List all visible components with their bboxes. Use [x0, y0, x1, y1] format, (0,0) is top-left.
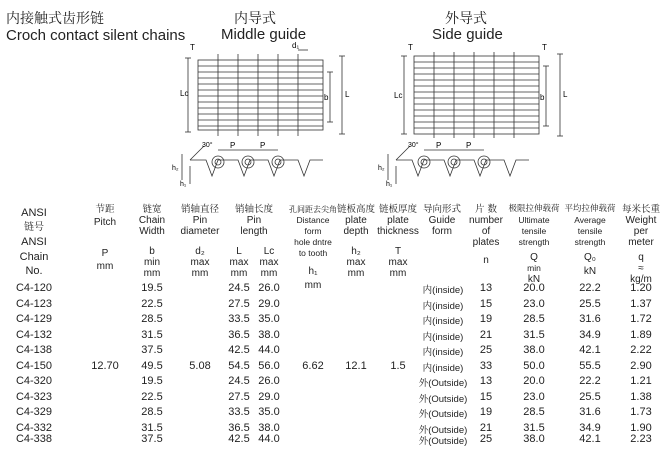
weight-value: 1.89	[630, 328, 652, 341]
chain-no: C4-332	[15, 421, 53, 434]
plates-value: 19	[479, 313, 493, 325]
average-strength-value: 25.5	[579, 297, 601, 310]
table-row	[0, 433, 670, 448]
weight-value: 1.37	[630, 297, 652, 310]
pin-length-L-value: 36.5	[228, 421, 250, 434]
chain-no: C4-123	[15, 297, 53, 310]
guide-form-value: 外(Outside)	[418, 393, 468, 405]
pin-length-Lc-value: 44.0	[258, 433, 280, 445]
chain-no: C4-338	[15, 433, 53, 445]
col-header-ultimate-strength: 极限拉伸载荷 Ultimate tensile strength Q min kN	[508, 204, 560, 285]
width-value: 22.5	[141, 390, 163, 403]
label-L: L	[563, 90, 568, 99]
plates-value: 25	[479, 344, 493, 356]
pin-length-L-value: 36.5	[228, 328, 250, 341]
label-P-2: P	[260, 141, 266, 150]
chain-no: C4-138	[15, 344, 53, 356]
pin-length-L-value: 27.5	[228, 297, 250, 310]
pin-length-L-value: 27.5	[228, 390, 250, 403]
pin-length-Lc-value: 56.0	[258, 359, 280, 372]
label-angle: 30°	[202, 142, 213, 149]
col-header-weight: 每米长重 Weight per meter q ≈ kg/m	[621, 204, 660, 285]
chain-no: C4-323	[15, 390, 53, 403]
weight-value: 1.21	[630, 375, 652, 387]
col-header-plate-depth: 链板高度 plate depth h₂ max mm	[336, 204, 375, 279]
pin-length-L-value: 33.5	[228, 313, 250, 325]
label-Lc: Lc	[180, 89, 189, 98]
width-value: 22.5	[141, 297, 163, 310]
label-b: b	[540, 93, 545, 102]
chain-no: C4-129	[15, 313, 53, 325]
width-value: 28.5	[141, 406, 163, 418]
weight-value: 1.73	[630, 406, 652, 418]
side-guide-side-view	[374, 140, 539, 195]
pin-length-Lc-value: 35.0	[258, 406, 280, 418]
table-row	[0, 406, 670, 421]
weight-value: 1.38	[630, 390, 652, 403]
col-header-average-strength: 平均拉伸载荷 Average tensile strength Q₀ kN	[564, 204, 616, 277]
ultimate-strength-value: 28.5	[523, 313, 545, 325]
average-strength-value: 34.9	[579, 421, 601, 434]
middle-guide-caption-en: Middle guide	[221, 26, 307, 43]
average-strength-value: 25.5	[579, 390, 601, 403]
middle-guide-caption-cn: 内导式	[234, 11, 276, 27]
label-T: T	[542, 43, 547, 52]
guide-form-value: 内(inside)	[422, 285, 464, 296]
title-en: Croch contact silent chains	[6, 27, 186, 44]
label-T: T	[408, 43, 413, 52]
col-header-ansi: ANSI 链号 ANSI Chain No.	[19, 207, 49, 277]
pin-length-Lc-value: 38.0	[258, 421, 280, 434]
ultimate-strength-value: 31.5	[523, 328, 545, 341]
guide-form-value: 外(Outside)	[418, 424, 468, 436]
width-value: 37.5	[141, 433, 163, 445]
plates-value: 13	[479, 375, 493, 387]
chain-no: C4-132	[15, 328, 53, 341]
pin-diameter-value: 5.08	[189, 359, 211, 372]
weight-value: 2.90	[630, 359, 652, 372]
plates-value: 15	[479, 390, 493, 403]
label-P-2: P	[466, 141, 472, 150]
pin-length-Lc-value: 44.0	[258, 344, 280, 356]
ultimate-strength-value: 28.5	[523, 406, 545, 418]
width-value: 37.5	[141, 344, 163, 356]
guide-form-value: 外(Outside)	[418, 409, 468, 420]
average-strength-value: 31.6	[579, 313, 601, 325]
pin-length-L-value: 42.5	[228, 433, 250, 445]
chain-no: C4-150	[15, 359, 53, 372]
weight-value: 1.20	[630, 282, 652, 294]
ultimate-strength-value: 23.0	[523, 390, 545, 403]
pin-length-Lc-value: 38.0	[258, 328, 280, 341]
label-P-1: P	[436, 141, 442, 150]
middle-guide-top-view	[180, 42, 355, 142]
width-value: 31.5	[141, 328, 163, 341]
chain-no: C4-120	[15, 282, 53, 294]
weight-value: 1.72	[630, 313, 652, 325]
h1-value: 6.62	[302, 359, 324, 372]
label-h1: h₁	[386, 181, 393, 188]
average-strength-value: 55.5	[579, 359, 601, 372]
ultimate-strength-value: 38.0	[523, 433, 545, 445]
width-value: 49.5	[141, 359, 163, 372]
weight-value: 2.22	[630, 344, 652, 356]
guide-form-value: 内(inside)	[422, 347, 464, 358]
col-header-pitch: 节距 Pitch P mm	[93, 204, 117, 272]
plates-value: 21	[479, 421, 493, 434]
label-P-1: P	[230, 141, 236, 150]
label-angle: 30°	[408, 142, 419, 149]
title-cn: 内接触式齿形链	[6, 11, 104, 27]
plates-value: 21	[479, 328, 493, 341]
side-guide-caption-cn: 外导式	[445, 11, 487, 27]
table-row	[0, 344, 670, 359]
pin-length-L-value: 42.5	[228, 344, 250, 356]
average-strength-value: 42.1	[579, 344, 601, 356]
pin-length-Lc-value: 26.0	[258, 375, 280, 387]
label-h2: h₂	[172, 165, 179, 172]
col-header-pin-length: 销轴长度 Pin length L Lc max max mm mm	[229, 204, 279, 279]
pitch-value: 12.70	[91, 359, 119, 372]
side-guide-caption-en: Side guide	[432, 26, 503, 43]
plates-value: 25	[479, 433, 493, 445]
label-T: T	[190, 43, 195, 52]
pin-length-Lc-value: 35.0	[258, 313, 280, 325]
average-strength-value: 42.1	[579, 433, 601, 445]
width-value: 19.5	[141, 282, 163, 294]
plates-value: 13	[479, 282, 493, 294]
label-d1: d₁	[292, 42, 300, 50]
pin-length-L-value: 24.5	[228, 282, 250, 294]
pin-length-L-value: 54.5	[228, 359, 250, 372]
middle-guide-side-view	[168, 140, 333, 195]
side-guide-top-view	[392, 42, 572, 142]
guide-form-value: 内(inside)	[422, 300, 464, 312]
pin-length-L-value: 33.5	[228, 406, 250, 418]
guide-form-value: 内(inside)	[422, 316, 464, 327]
weight-value: 1.90	[630, 421, 652, 434]
width-value: 19.5	[141, 375, 163, 387]
plate-lines	[198, 66, 323, 126]
table-row	[0, 282, 670, 297]
pin-length-L-value: 24.5	[228, 375, 250, 387]
ultimate-strength-value: 31.5	[523, 421, 545, 434]
table-row	[0, 391, 670, 406]
average-strength-value: 31.6	[579, 406, 601, 418]
chain-no: C4-329	[15, 406, 53, 418]
plates-value: 15	[479, 297, 493, 310]
guide-form-value: 内(inside)	[422, 362, 464, 374]
pin-length-Lc-value: 29.0	[258, 297, 280, 310]
width-value: 28.5	[141, 313, 163, 325]
label-L: L	[345, 90, 350, 99]
table-row	[0, 360, 670, 375]
plates-value: 19	[479, 406, 493, 418]
col-header-plate-thickness: 链板厚度 plate thickness T max mm	[377, 204, 419, 279]
ultimate-strength-value: 38.0	[523, 344, 545, 356]
pin-length-Lc-value: 26.0	[258, 282, 280, 294]
guide-form-value: 内(inside)	[422, 331, 464, 343]
ultimate-strength-value: 20.0	[523, 282, 545, 294]
plates-value: 33	[479, 359, 493, 372]
col-header-plates: 片 数 number of plates n	[469, 204, 503, 266]
label-h1: h₁	[180, 181, 187, 188]
chain-no: C4-320	[15, 375, 53, 387]
guide-form-value: 外(Outside)	[418, 436, 468, 447]
table-row	[0, 329, 670, 344]
guide-form-value: 外(Outside)	[418, 378, 468, 389]
label-Lc: Lc	[394, 91, 403, 100]
thickness-value: 1.5	[390, 359, 406, 372]
col-header-guide-form: 导向形式 Guide form	[422, 204, 461, 237]
table-row	[0, 313, 670, 328]
width-value: 31.5	[141, 421, 163, 434]
ultimate-strength-value: 23.0	[523, 297, 545, 310]
average-strength-value: 22.2	[579, 375, 601, 387]
ultimate-strength-value: 20.0	[523, 375, 545, 387]
ultimate-strength-value: 50.0	[523, 359, 545, 372]
weight-value: 2.23	[630, 433, 652, 445]
table-row	[0, 375, 670, 390]
h2-value: 12.1	[345, 359, 367, 372]
col-header-distance: 孔间距去尖角 Distance form hole dntre to tooth h₁ mm	[289, 205, 337, 291]
label-h2: h₂	[378, 165, 385, 172]
table-row	[0, 298, 670, 313]
average-strength-value: 22.2	[579, 282, 601, 294]
pin-length-Lc-value: 29.0	[258, 390, 280, 403]
label-b: b	[324, 93, 329, 102]
average-strength-value: 34.9	[579, 328, 601, 341]
col-header-width: 链宽 Chain Width b min mm	[138, 204, 166, 279]
col-header-pin-diameter: 销轴直径 Pin diameter d₂ max mm	[180, 204, 220, 279]
